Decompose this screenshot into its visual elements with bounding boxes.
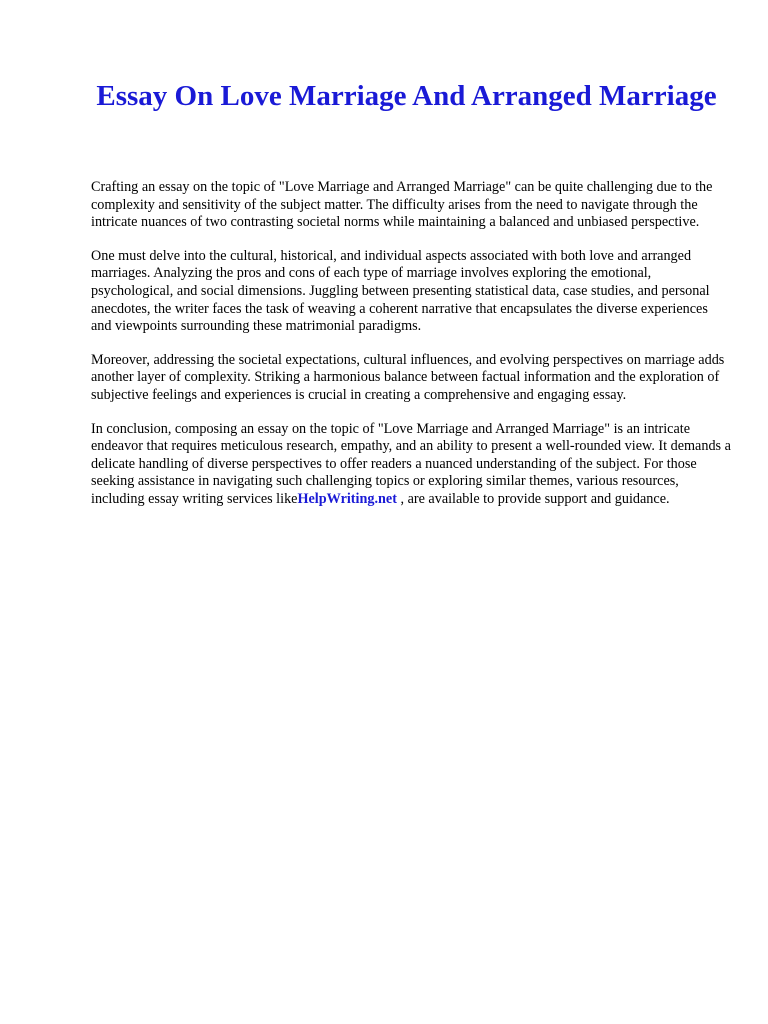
document-body [91,179,731,525]
document-title: Essay On Love Marriage And Arranged Marriage [96,80,717,112]
conclusion-text: In conclusion, composing an essay on the topic of "Love Marriage and Arranged Marriage" is an intricate endeavor that requires meticulous research, empathy, and an ability to present a well-rounded view. It demands a delicate handling of diverse perspectives to offer readers a nuanced understanding of the subject. For those seeking assistance in navigating such challenging topics or exploring similar themes, various resources, including essay writing services like [91,420,731,507]
paragraph-aspects: One must delve into the cultural, historical, and individual aspects associated with both love and arranged marriages. Analyzing the pros and cons of each type of marriage involves exploring the emotional, psychological, and social dimensions. Juggling between presenting statistical data, case studies, and personal anecdotes, the writer faces the task of weaving a coherent narrative that encapsulates the diverse experiences and viewpoints surrounding these matrimonial paradigms. [91,247,710,335]
paragraph-conclusion [91,421,731,509]
conclusion-tail: , are available to provide support and guidance. [396,490,670,507]
helpwriting-link[interactable]: HelpWriting.net [297,490,397,507]
paragraph-intro: Crafting an essay on the topic of "Love Marriage and Arranged Marriage" can be quite challenging due to the complexity and sensitivity of the subject matter. The difficulty arises from the need to navigate through the intricate nuances of two contrasting societal norms while maintaining a balanced and unbiased perspective. [91,179,713,231]
paragraph-expectations: Moreover, addressing the societal expectations, cultural influences, and evolving perspectives on marriage adds another layer of complexity. Striking a harmonious balance between factual information and the exploration of subjective feelings and experiences is crucial in creating a comprehensive and engaging essay. [91,351,725,403]
